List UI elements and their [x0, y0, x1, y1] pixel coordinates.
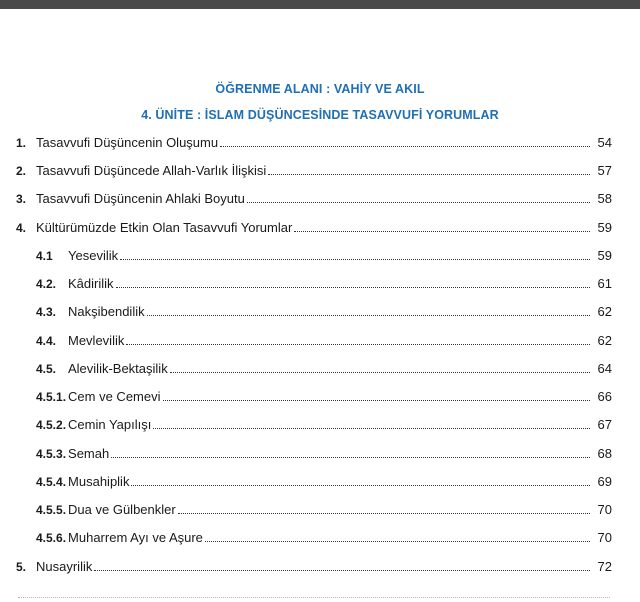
toc-row[interactable]	[36, 387, 612, 405]
toc-number: 4.5.2.	[36, 418, 67, 432]
toc-page-number: 59	[597, 248, 612, 263]
toc-leader-dots	[178, 513, 590, 514]
toc-number: 1.	[16, 136, 27, 150]
toc-title: Musahiplik	[68, 474, 130, 489]
toc-leader-dots	[120, 259, 590, 260]
toc-number: 3.	[16, 192, 27, 206]
toc-leader-dots	[94, 570, 590, 571]
toc-page-number: 58	[597, 191, 612, 206]
toc-title: Cemin Yapılışı	[68, 417, 152, 432]
toc-number: 4.1	[36, 249, 53, 263]
toc-leader-dots	[116, 287, 590, 288]
toc-leader-dots	[294, 231, 590, 232]
toc-leader-dots	[220, 146, 590, 147]
toc-page-number: 54	[597, 135, 612, 150]
toc-title: Tasavvufi Düşüncenin Oluşumu	[36, 135, 219, 150]
toc-row[interactable]	[36, 444, 612, 462]
toc-leader-dots	[268, 174, 590, 175]
learning-area-heading: ÖĞRENME ALANI : VAHİY VE AKIL	[215, 82, 425, 96]
toc-page-number: 69	[597, 474, 612, 489]
toc-page-number: 70	[597, 530, 612, 545]
toc-row[interactable]	[36, 500, 612, 518]
toc-number: 4.5.4.	[36, 475, 67, 489]
toc-leader-dots	[111, 457, 590, 458]
toc-row[interactable]	[16, 133, 612, 151]
toc-page-number: 62	[597, 333, 612, 348]
toc-page-number: 59	[597, 220, 612, 235]
toc-title: Muharrem Ayı ve Aşure	[68, 530, 203, 545]
toc-title: Dua ve Gülbenkler	[68, 502, 176, 517]
toc-number: 4.5.3.	[36, 447, 67, 461]
toc-number: 2.	[16, 164, 27, 178]
toc-number: 4.5.	[36, 362, 57, 376]
toc-title: Semah	[68, 446, 110, 461]
toc-page-number: 72	[597, 559, 612, 574]
toc-row[interactable]	[36, 359, 612, 377]
toc-title: Kültürümüzde Etkin Olan Tasavvufi Yorumlar	[36, 220, 293, 235]
toc-title: Tasavvufi Düşüncede Allah-Varlık İlişkisi	[36, 163, 267, 178]
toc-title: Nusayrilik	[36, 559, 93, 574]
toc-title: Cem ve Cemevi	[68, 389, 161, 404]
toc-title: Yesevilik	[68, 248, 119, 263]
unit-heading: 4. ÜNİTE : İSLAM DÜŞÜNCESİNDE TASAVVUFİ YORUMLAR	[141, 108, 499, 122]
toc-page-number: 62	[597, 304, 612, 319]
toc-row[interactable]	[36, 415, 612, 433]
toc-number: 5.	[16, 560, 27, 574]
toc-number: 4.4.	[36, 334, 57, 348]
toc-row[interactable]	[16, 557, 612, 575]
toc-title: Mevlevilik	[68, 333, 125, 348]
toc-leader-dots	[170, 372, 590, 373]
partial-toc-row	[16, 584, 612, 602]
toc-row[interactable]	[36, 246, 612, 264]
toc-row[interactable]	[36, 274, 612, 292]
toc-row[interactable]	[36, 302, 612, 320]
toc-title: Alevilik-Bektaşilik	[68, 361, 168, 376]
toc-page-number: 70	[597, 502, 612, 517]
toc-page-number: 57	[597, 163, 612, 178]
toc-number: 4.5.5.	[36, 503, 67, 517]
toc-page-number: 66	[597, 389, 612, 404]
toc-leader-dots	[131, 485, 590, 486]
toc-leader-dots	[18, 597, 610, 598]
toc-number: 4.3.	[36, 305, 57, 319]
toc-row[interactable]	[36, 331, 612, 349]
toc-page-number: 68	[597, 446, 612, 461]
toc-leader-dots	[147, 315, 590, 316]
toc-row[interactable]	[36, 528, 612, 546]
toc-leader-dots	[126, 344, 590, 345]
toc-number: 4.	[16, 221, 27, 235]
toc-number: 4.5.1.	[36, 390, 67, 404]
toc-page-number: 64	[597, 361, 612, 376]
toc-leader-dots	[153, 428, 590, 429]
toc-row[interactable]	[16, 189, 612, 207]
toc-page-number: 61	[597, 276, 612, 291]
toc-title: Kâdirilik	[68, 276, 114, 291]
toc-leader-dots	[247, 202, 590, 203]
toc-row[interactable]	[16, 161, 612, 179]
toc-leader-dots	[163, 400, 591, 401]
toc-number: 4.5.6.	[36, 531, 67, 545]
toc-title: Nakşibendilik	[68, 304, 145, 319]
toc-title: Tasavvufi Düşüncenin Ahlaki Boyutu	[36, 191, 245, 206]
toc-row[interactable]	[16, 218, 612, 236]
toc-number: 4.2.	[36, 277, 57, 291]
toc-page-number: 67	[597, 417, 612, 432]
toc-row[interactable]	[36, 472, 612, 490]
toc-leader-dots	[205, 541, 590, 542]
